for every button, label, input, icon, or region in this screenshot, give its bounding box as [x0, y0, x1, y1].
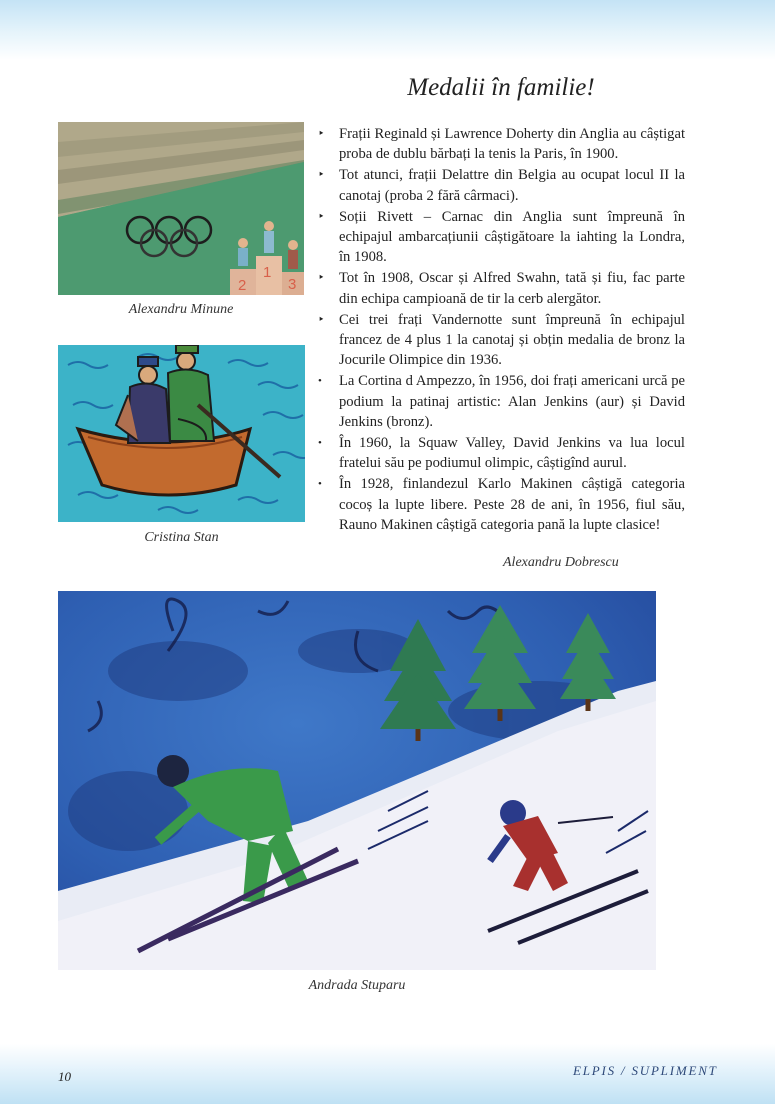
list-item: • În 1928, finlandezul Karlo Makinen câștigă categoria cocoș la lupte libere. Peste 28 de ani, în 1956, fiul său, Rauno Makinen câștigă categoria pană la lupte clasice!: [318, 476, 685, 533]
caption-podium-drawing: Alexandru Minune: [128, 302, 234, 317]
list-item: ‣ Tot în 1908, Oscar și Alfred Swahn, tată și fiu, fac parte din echipa campioană de tir la cerb alergător.: [318, 270, 685, 307]
magazine-name: ELPIS / SUPLIMENT: [573, 1063, 718, 1078]
podium-first-place: 1: [263, 264, 272, 281]
list-item: ‣ Frații Reginald și Lawrence Doherty din Anglia au câștigat proba de dublu bărbați la tenis la Paris, în 1900.: [318, 126, 685, 163]
podium-second-place: 2: [238, 277, 247, 294]
podium-third-place: 3: [288, 276, 297, 293]
skiers-drawing: [58, 591, 656, 970]
bullet-marker: ‣: [318, 313, 325, 326]
article-list: [316, 124, 685, 536]
article-title: Medalii în familie!: [407, 74, 595, 101]
list-item: ‣ Cei trei frați Vandernotte sunt împreună în echipajul francez de 4 plus 1 la canotaj și obțin medalia de bronz la Jocurile Olimpice din 1936.: [318, 311, 685, 369]
page-number: 10: [58, 1069, 71, 1084]
bullet-marker: ‣: [318, 128, 325, 140]
list-item: ‣ Soții Rivett – Carnac din Anglia sunt împreună în echipajul ambarcațiunii câștigătoare la iahting la Londra, în 1908.: [318, 208, 685, 266]
article-author: Alexandru Dobrescu: [503, 555, 619, 570]
olympic-podium-drawing: [58, 122, 304, 295]
list-item: • În 1960, la Squaw Valley, David Jenkins va lua locul fratelui său pe podiumul olimpic, câștigînd aurul.: [318, 435, 685, 472]
top-gradient-band: [0, 0, 775, 60]
bullet-marker: ‣: [318, 210, 325, 223]
bullet-marker: •: [318, 437, 322, 450]
bullet-marker: ‣: [318, 169, 325, 182]
bullet-marker: ‣: [318, 272, 325, 285]
list-item: ‣ Tot atunci, frații Delattre din Belgia au ocupat locul II la canotaj (proba 2 fără cârmaci).: [318, 167, 685, 204]
canoe-drawing: [58, 345, 305, 522]
bullet-marker: •: [318, 478, 322, 491]
bullet-marker: •: [318, 375, 322, 388]
caption-skiers-drawing: Andrada Stuparu: [308, 978, 406, 993]
caption-canoe-drawing: Cristina Stan: [144, 530, 219, 545]
list-item: • La Cortina d Ampezzo, în 1956, doi frați americani urcă pe podium la patinaj artistic: Alan Jenkins (aur) și David Jenkins (bronz).: [318, 373, 685, 430]
